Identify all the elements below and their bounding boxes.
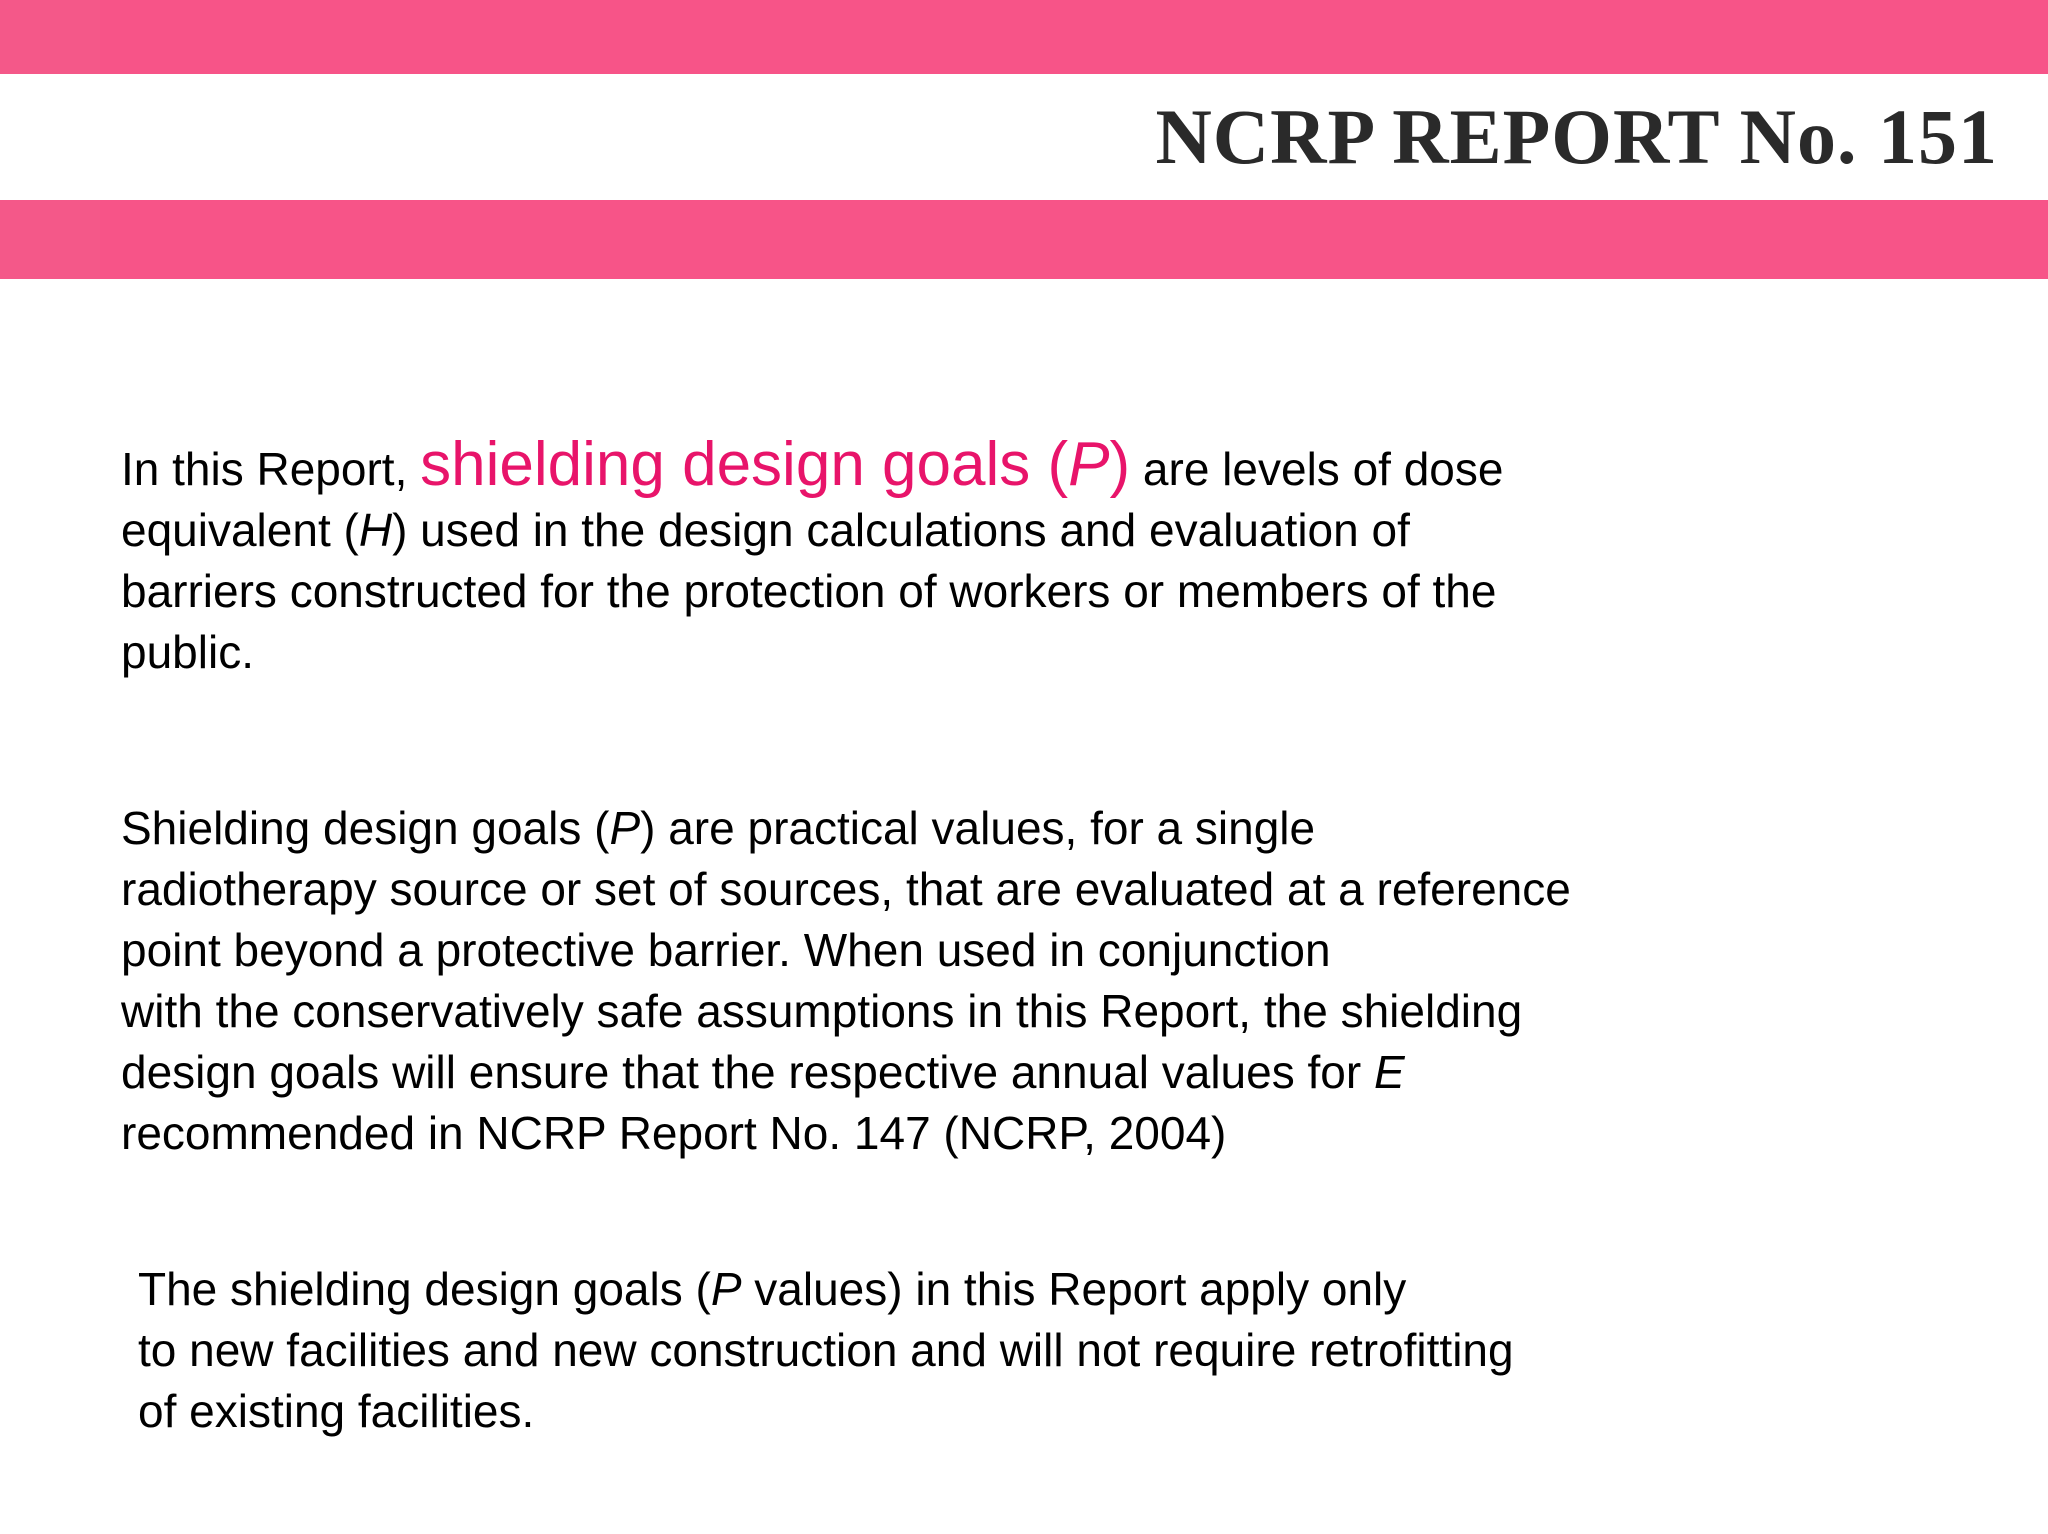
practical-line-3: point beyond a protective barrier. When used in conjunction (121, 924, 1331, 976)
top-band-edge (0, 0, 100, 74)
applicability-paragraph (138, 1259, 1514, 1442)
applicability-line-2: to new facilities and new construction and will not require retrofitting (138, 1324, 1514, 1376)
bottom-pink-band (0, 200, 2048, 279)
practical-values-paragraph (121, 798, 1571, 1164)
bottom-band-edge (0, 200, 100, 279)
practical-line-6: recommended in NCRP Report No. 147 (NCRP, 2004) (121, 1107, 1227, 1159)
practical-line-4: with the conservatively safe assumptions in this Report, the shielding (121, 985, 1523, 1037)
definition-line-4: public. (121, 626, 254, 678)
practical-line-2: radiotherapy source or set of sources, that are evaluated at a reference (121, 863, 1571, 915)
definition-paragraph (121, 430, 1504, 683)
applicability-line-3: of existing facilities. (138, 1385, 535, 1437)
highlighted-term: shielding design goals (P) (420, 430, 1131, 499)
applicability-line-1: The shielding design goals (P values) in this Report apply only (138, 1263, 1407, 1315)
report-title: NCRP REPORT No. 151 (1155, 93, 1998, 180)
definition-line-2: equivalent (H) used in the design calculations and evaluation of (121, 504, 1410, 556)
practical-line-1: Shielding design goals (P) are practical values, for a single (121, 802, 1316, 854)
top-pink-band (0, 0, 2048, 74)
definition-line-1: In this Report, shielding design goals (P) are levels of dose (121, 430, 1504, 499)
definition-line-3: barriers constructed for the protection of workers or members of the (121, 565, 1497, 617)
practical-line-5: design goals will ensure that the respective annual values for E (121, 1046, 1405, 1098)
